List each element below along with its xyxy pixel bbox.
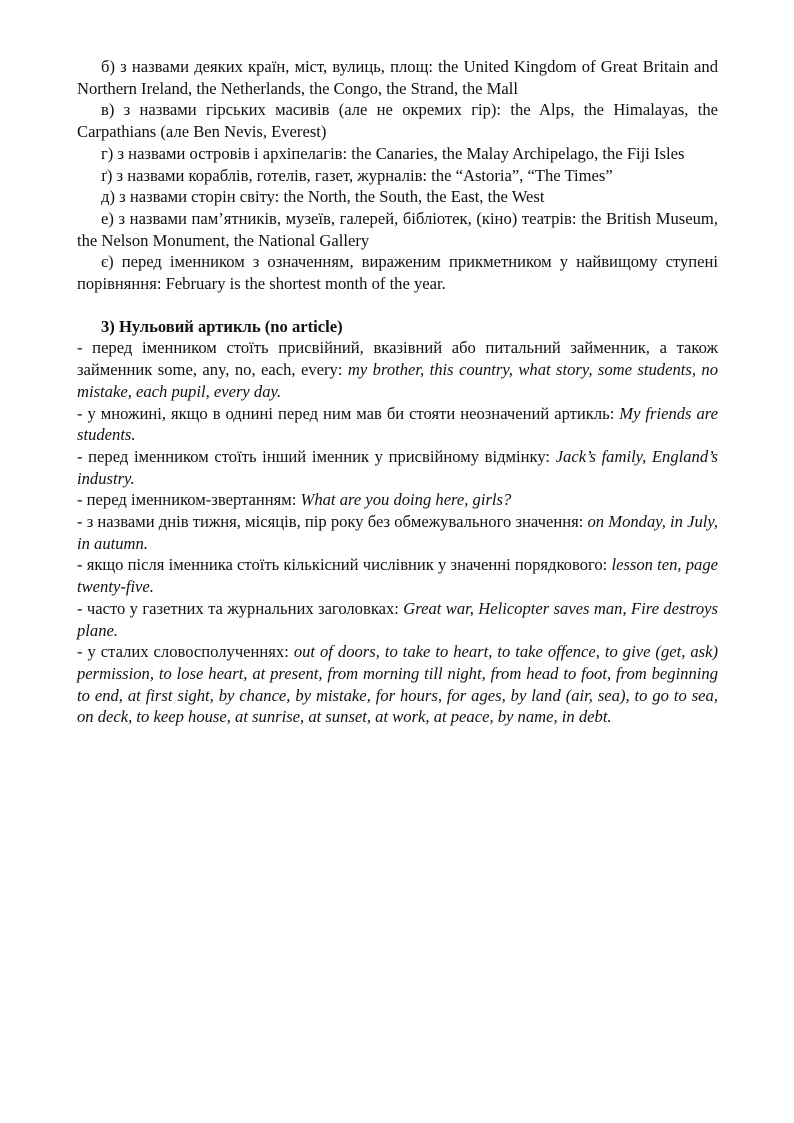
list-item-e: е) з назвами пам’ятників, музеїв, галерей, бібліотек, (кіно) театрів: the British Museum, the Nelson Monument, the National Gallery <box>77 208 718 250</box>
list-item-d: д) з назвами сторін світу: the North, the South, the East, the West <box>101 187 545 207</box>
rule-text: - перед іменником стоїть присвійний, вказівний або питальний займенник, а також займенник some, any, no, each, every: <box>77 338 718 380</box>
rule-item <box>77 641 718 728</box>
rule-text: - часто у газетних та журнальних заголовках: <box>77 598 404 618</box>
rule-item <box>77 511 718 554</box>
rule-example: My friends are students. <box>77 403 718 445</box>
rule-item <box>77 403 718 446</box>
list-item-h: г) з назвами островів і архіпелагів: the Canaries, the Malay Archipelago, the Fiji Isles <box>101 143 685 163</box>
rule-example: on Monday, in July, in autumn. <box>77 512 718 553</box>
rule-example: out of doors, to take to heart, to take offence, to give (get, ask) permission, to lose heart, at present, from morning till night, from head to foot, from beginning to end, at first sight, by chance, by mistake, for hours, for ages, by land (air, sea), to go to sea, on deck, to keep house, at sunrise, at sunset, at work, at peace, by name, in debt. <box>77 642 718 727</box>
rule-item <box>77 554 718 597</box>
rule-text: - якщо після іменника стоїть кількісний числівник у значенні порядкового: <box>77 555 612 575</box>
list-item-ye: є) перед іменником з означенням, вираженим прикметником у найвищому ступені порівняння: February is the shortest month of the year. <box>77 252 718 294</box>
list-item-b: б) з назвами деяких країн, міст, вулиць, площ: the United Kingdom of Great Britain and Northern Ireland, the Netherlands, the Congo, the Strand, the Mall <box>77 57 718 98</box>
section-spacer <box>77 295 718 316</box>
rule-example: Jack’s family, England’s industry. <box>77 446 718 488</box>
section-heading: 3) Нульовий артикль (no article) <box>101 316 343 336</box>
rule-text: - у множині, якщо в однині перед ним мав би стояти неозначений артикль: <box>77 403 620 423</box>
document-page <box>77 56 718 728</box>
rule-example: What are you doing here, girls? <box>300 490 512 510</box>
rule-text: - з назвами днів тижня, місяців, пір року без обмежувального значення: <box>77 512 588 532</box>
rule-item <box>77 446 718 489</box>
rule-example: lesson ten, page twenty-five. <box>77 555 718 597</box>
rule-text: - перед іменником стоїть інший іменник у присвійному відмінку: <box>77 446 556 466</box>
rule-item <box>77 598 718 641</box>
rule-text: - перед іменником-звертанням: <box>77 490 301 510</box>
rule-example: Great war, Helicopter saves man, Fire destroys plane. <box>77 598 718 640</box>
rule-text: - у сталих словосполученнях: <box>77 642 294 662</box>
list-item-v: в) з назвами гірських масивів (але не окремих гір): the Alps, the Himalayas, the Carpathians (але Ben Nevis, Everest) <box>77 100 718 142</box>
list-item-g: ґ) з назвами кораблів, готелів, газет, журналів: the “Astoria”, “The Times” <box>101 165 613 185</box>
rule-item <box>77 489 718 511</box>
rule-item <box>77 337 718 402</box>
rule-example: my brother, this country, what story, some students, no mistake, each pupil, every day. <box>77 360 718 401</box>
